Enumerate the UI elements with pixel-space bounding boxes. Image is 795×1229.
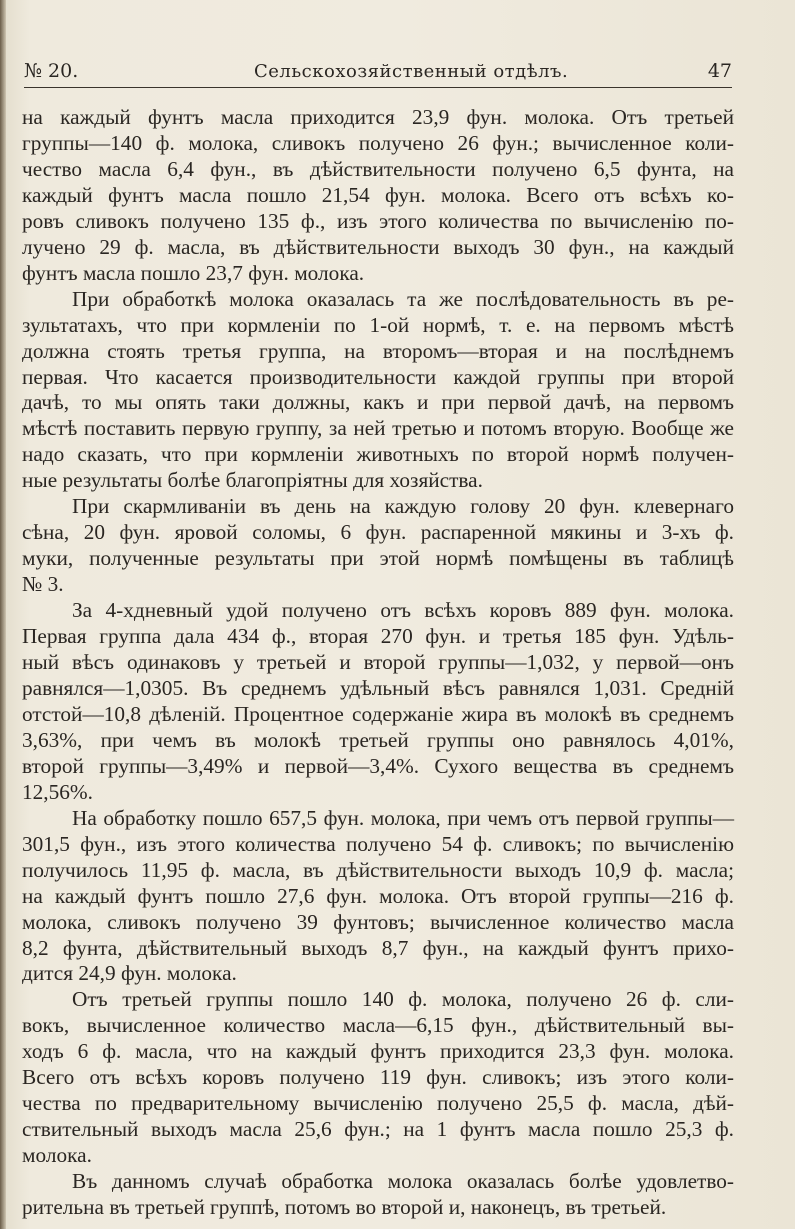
text-line: чества по предварительному вычисленію получено 25,5 ф. масла, дѣй- [22,1091,734,1116]
text-line: ровъ сливокъ получено 135 ф., изъ этого количества по вычисленію по- [22,208,734,233]
text-line: ный вѣсъ одинаковъ у третьей и второй группы—1,032, у первой—онъ [22,650,734,675]
text-line: За 4-хдневный удой получено отъ всѣхъ коровъ 889 фун. молока. [72,598,734,623]
text-line: на каждый фунтъ пошло 27,6 фун. молока. Отъ второй группы—216 ф. [22,883,734,908]
section-title: Сельскохозяйственный отдѣлъ. [254,61,569,82]
text-line: равнялся—1,0305. Въ среднемъ удѣльный вѣсъ равнялся 1,031. Средній [22,675,734,700]
text-line: группы—140 ф. молока, сливокъ получено 26 фун.; вычисленное коли- [22,130,734,155]
text-line: надо сказать, что при кормленіи животныхъ по второй нормѣ получен- [22,442,734,467]
text-line: зультатахъ, что при кормленіи по 1-ой нормѣ, т. е. на первомъ мѣстѣ [22,312,734,337]
text-line: молока, сливокъ получено 39 фунтовъ; вычисленное количество масла [22,909,734,934]
text-line: 3,63%, при чемъ въ молокѣ третьей группы оно равнялось 4,01%, [22,727,734,752]
text-line: отстой—10,8 дѣленій. Процентное содержаніе жира въ молокѣ въ среднемъ [22,701,734,726]
text-line: На обработку пошло 657,5 фун. молока, при чемъ отъ первой группы— [72,805,734,830]
text-line: ные результаты болѣе благопріятны для хозяйства. [22,468,483,493]
page-number: 47 [707,60,732,82]
text-line: ствительный выходъ масла 25,6 фун.; на 1 фунтъ масла пошло 25,3 ф. [22,1117,734,1142]
text-line: рительна въ третьей группѣ, потомъ во второй и, наконецъ, въ третьей. [22,1195,667,1220]
text-line: каждый фунтъ масла пошло 21,54 фун. молока. Всего отъ всѣхъ ко- [22,182,734,207]
text-line: лучено 29 ф. масла, въ дѣйствительности выходъ 30 фун., на каждый [22,234,734,259]
text-line: 301,5 фун., изъ этого количества получено 54 ф. сливокъ; по вычисленію [22,831,734,856]
text-line: Въ данномъ случаѣ обработка молока оказалась болѣе удовлетво- [72,1169,734,1194]
text-line: вокъ, вычисленное количество масла—6,15 фун., дѣйствительный вы- [22,1013,734,1038]
text-line: второй группы—3,49% и первой—3,4%. Сухого вещества въ среднемъ [22,753,734,778]
text-line: Отъ третьей группы пошло 140 ф. молока, получено 26 ф. сли- [72,987,734,1012]
text-line: При скармливаніи въ день на каждую голову 20 фун. клевернаго [72,494,734,519]
text-line: получилось 11,95 ф. масла, въ дѣйствительности выходъ 10,9 ф. масла; [22,857,734,882]
text-line: сѣна, 20 фун. яровой соломы, 6 фун. распаренной мякины и 3-хъ ф. [22,520,734,545]
text-line: чество масла 6,4 фун., въ дѣйствительности получено 6,5 фунта, на [22,156,734,181]
text-line: первая. Что касается производительности каждой группы при второй [22,364,734,389]
text-line: на каждый фунтъ масла приходится 23,9 фун. молока. Отъ третьей [22,105,734,129]
issue-number: № 20. [24,60,79,82]
text-line: мѣстѣ поставить первую группу, за ней третью и потомъ вторую. Вообще же [22,416,734,441]
text-line: муки, полученные результаты при этой нормѣ помѣщены въ таблицѣ [22,546,734,571]
book-spine-edge [0,0,6,1229]
text-line: Первая группа дала 434 ф., вторая 270 фун. и третья 185 фун. Удѣль- [22,624,734,649]
text-line: ходъ 6 ф. масла, что на каждый фунтъ приходится 23,3 фун. молока. [22,1039,734,1064]
text-line: дачѣ, то мы опять таки должны, какъ и при первой дачѣ, на первомъ [22,390,734,415]
text-line: фунтъ масла пошло 23,7 фун. молока. [22,260,365,285]
article-body [22,105,734,1221]
text-line: 12,56%. [22,779,93,804]
text-line: дится 24,9 фун. молока. [22,961,237,986]
text-line: 8,2 фунта, дѣйствительный выходъ 8,7 фун., на каждый фунтъ прихо- [22,935,734,960]
running-header [24,60,732,86]
text-line: При обработкѣ молока оказалась та же послѣдовательность въ ре- [72,286,734,311]
text-line: должна стоять третья группа, на второмъ—вторая и на послѣднемъ [22,338,734,363]
header-rule [24,87,732,88]
text-line: Всего отъ всѣхъ коровъ получено 119 фун. сливокъ; изъ этого коли- [22,1065,734,1090]
text-line: молока. [22,1143,92,1168]
text-line: № 3. [22,572,64,597]
